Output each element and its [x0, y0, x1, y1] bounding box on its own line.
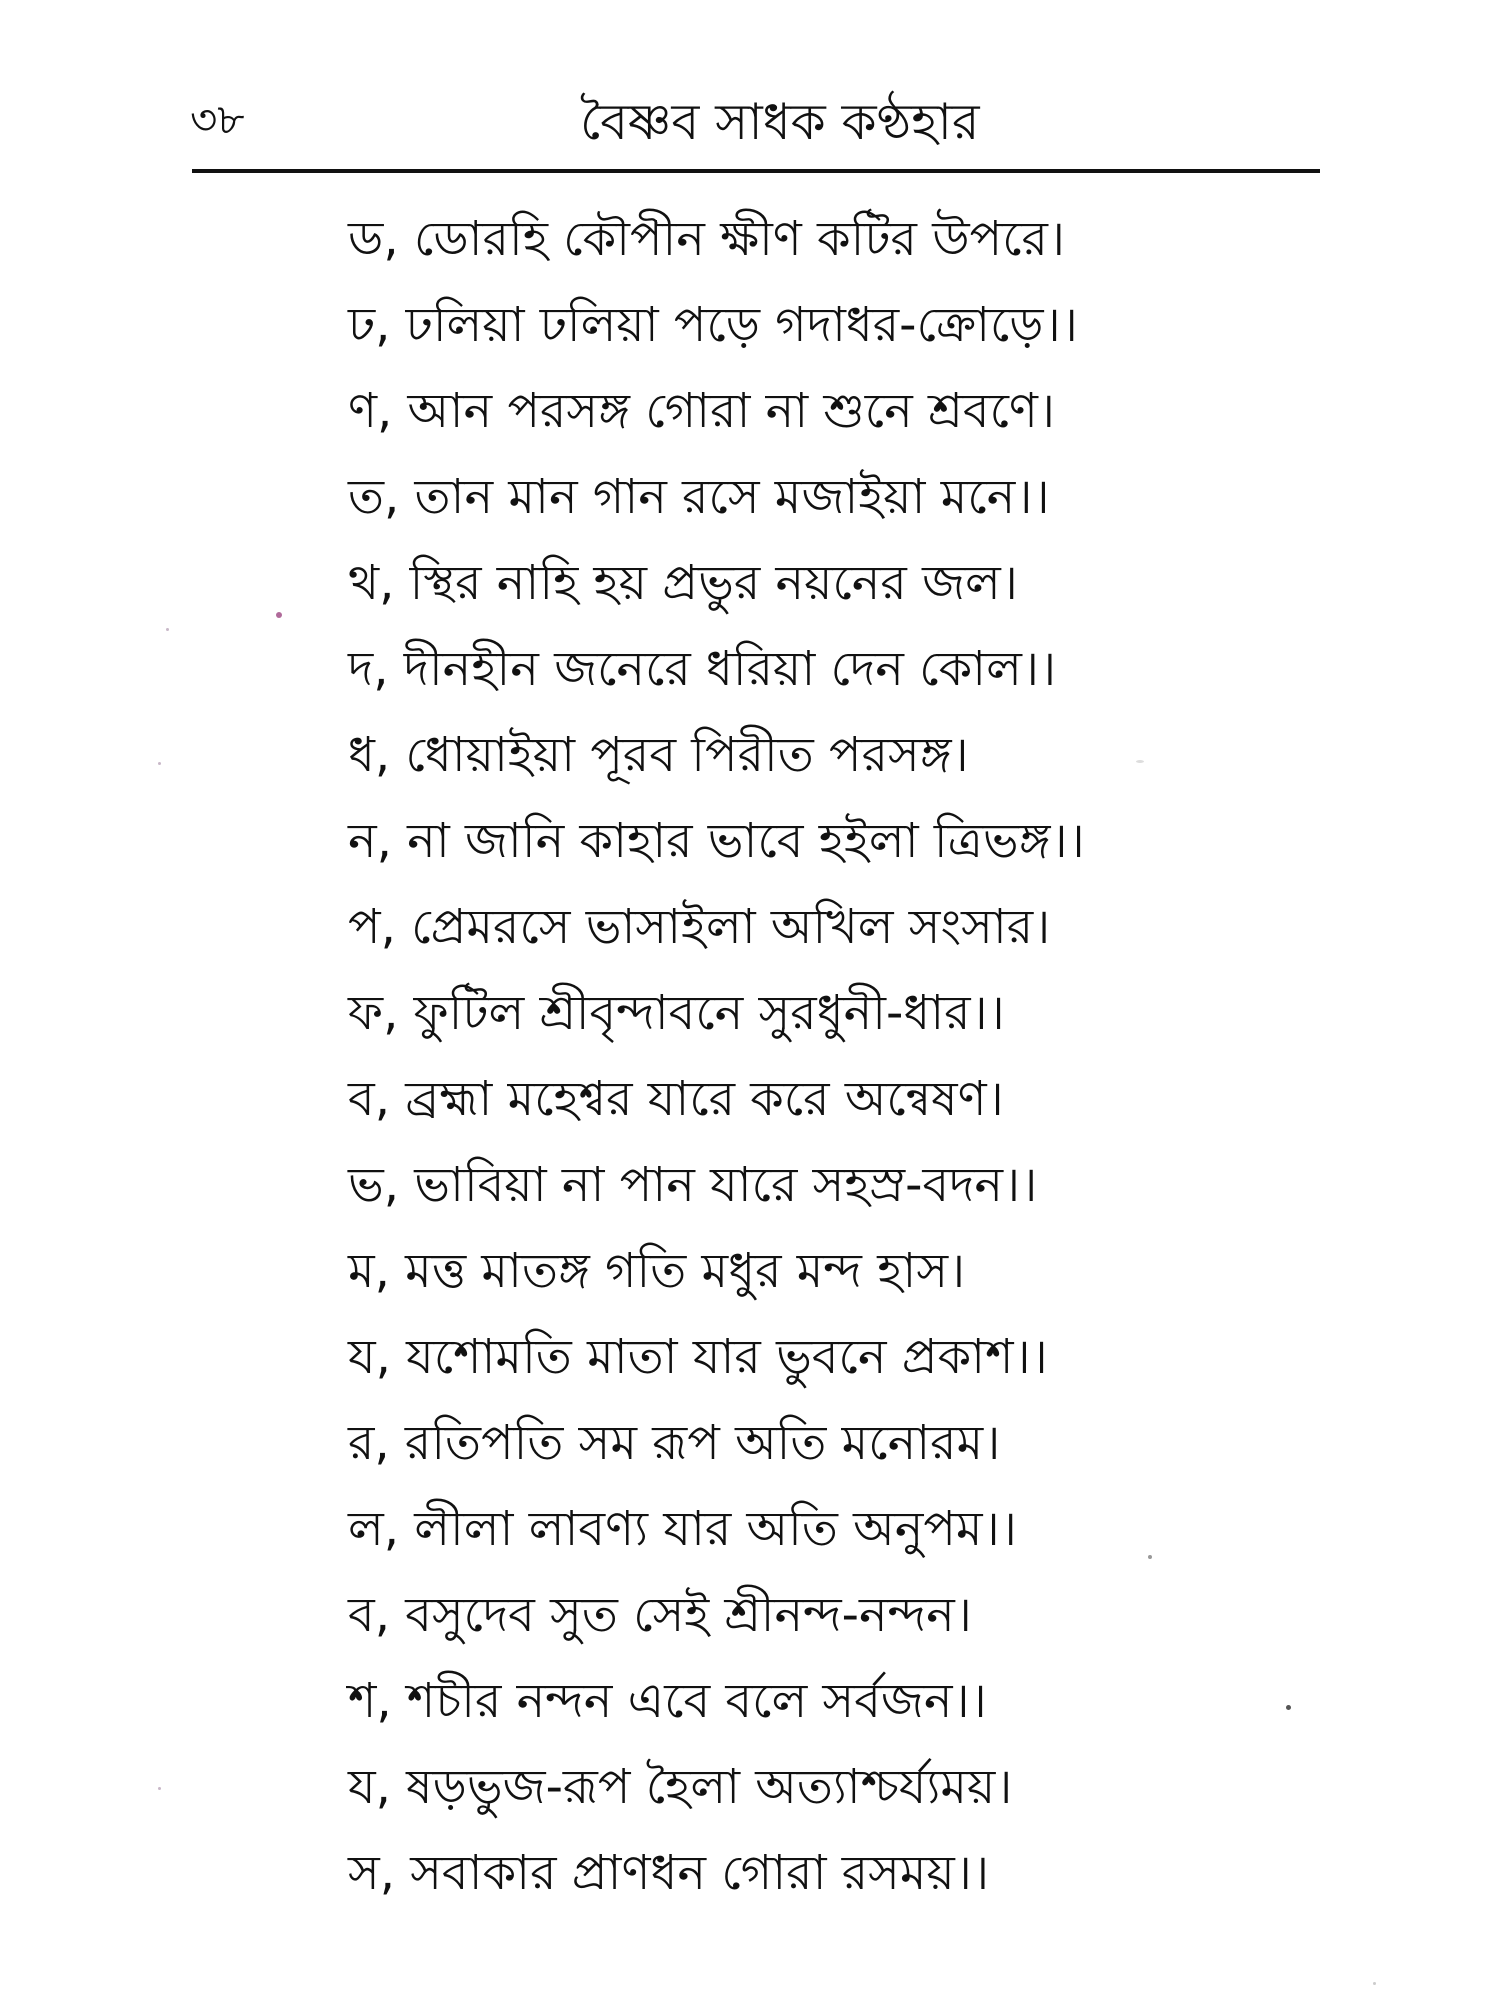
- verse-line-da-soft: দ, দীনহীন জনেরে ধরিয়া দেন কোল।।: [348, 641, 1057, 697]
- verse-line-ba: ব, ব্রহ্মা মহেশ্বর যারে করে অন্বেষণ।: [348, 1071, 1004, 1127]
- verse-line-ta: ত, তান মান গান রসে মজাইয়া মনে।।: [348, 469, 1050, 525]
- verse-line-sha: শ, শচীর নন্দন এবে বলে সর্বজন।।: [348, 1673, 987, 1729]
- verse-line-da: ড, ডোরহি কৌপীন ক্ষীণ কটির উপরে।: [348, 211, 1066, 267]
- header-rule: [192, 169, 1320, 173]
- verse-line-dha-soft: ধ, ধোয়াইয়া পূরব পিরীত পরসঙ্গ।: [348, 727, 969, 783]
- verse-line-dha: ঢ, ঢলিয়া ঢলিয়া পড়ে গদাধর-ক্রোড়ে।।: [348, 297, 1078, 353]
- ink-speck: [1148, 1555, 1152, 1559]
- verse-line-nna: ণ, আন পরসঙ্গ গোরা না শুনে শ্রবণে।: [348, 383, 1056, 439]
- running-title: বৈষ্ণব সাধক কণ্ঠহার: [580, 93, 980, 151]
- ink-speck: [1136, 760, 1144, 763]
- verse-line-ra: র, রতিপতি সম রূপ অতি মনোরম।: [348, 1415, 1001, 1471]
- verse-line-na: ন, না জানি কাহার ভাবে হইলা ত্রিভঙ্গ।।: [348, 813, 1085, 869]
- page-number: ৩৮: [190, 95, 245, 144]
- verse-line-tha: থ, স্থির নাহি হয় প্রভুর নয়নের জল।: [348, 555, 1018, 611]
- ink-speck: [1286, 1705, 1291, 1710]
- verse-line-bha: ভ, ভাবিয়া না পান যারে সহস্র-বদন।।: [348, 1157, 1038, 1213]
- verse-line-la: ল, লীলা লাবণ্য যার অতি অনুপম।।: [348, 1501, 1017, 1557]
- ink-speck: [276, 612, 282, 618]
- verse-line-sa: স, সবাকার প্রাণধন গোরা রসময়।।: [348, 1845, 990, 1901]
- ink-speck: [158, 762, 161, 765]
- verse-block: [348, 196, 1328, 1916]
- ink-speck: [1373, 1982, 1376, 1985]
- ink-speck: [166, 628, 169, 631]
- verse-line-ba-2: ব, বসুদেব সুত সেই শ্রীনন্দ-নন্দন।: [348, 1587, 972, 1643]
- verse-line-ssa: য, ষড়ভুজ-রূপ হৈলা অত্যাশ্চর্য্যময়।: [348, 1759, 1013, 1815]
- verse-line-ya: য, যশোমতি মাতা যার ভুবনে প্রকাশ।।: [348, 1329, 1048, 1385]
- ink-speck: [158, 1787, 161, 1790]
- verse-line-ma: ম, মত্ত মাতঙ্গ গতি মধুর মন্দ হাস।: [348, 1243, 966, 1299]
- verse-line-pa: প, প্রেমরসে ভাসাইলা অখিল সংসার।: [348, 899, 1051, 955]
- verse-line-pha: ফ, ফুটিল শ্রীবৃন্দাবনে সুরধুনী-ধার।।: [348, 985, 1005, 1041]
